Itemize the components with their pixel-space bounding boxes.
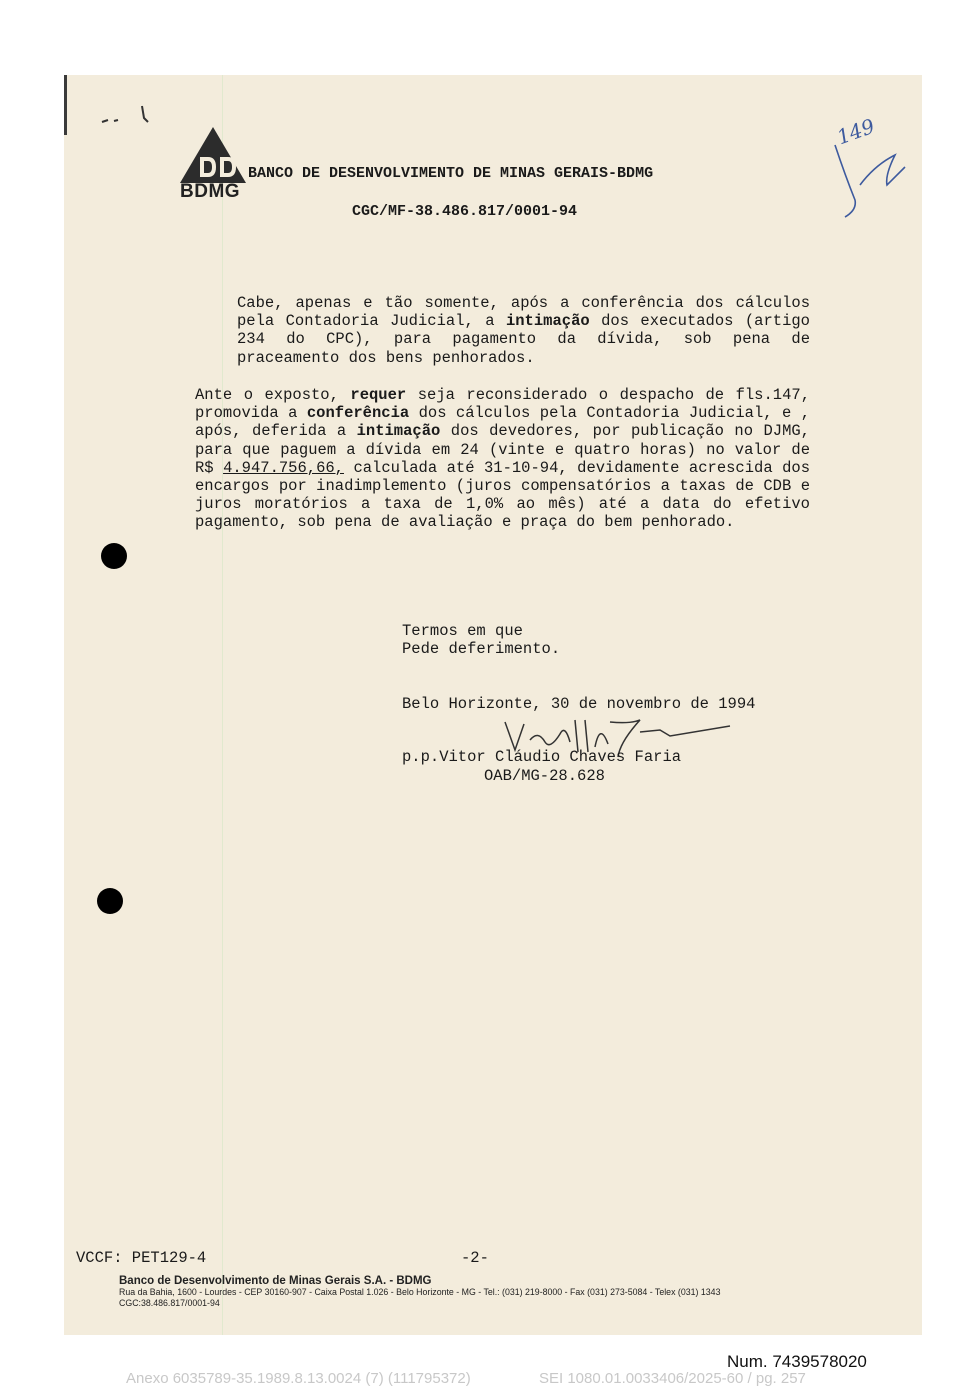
page-number: -2- [461, 1249, 489, 1267]
bank-name-heading: BANCO DE DESENVOLVIMENTO DE MINAS GERAIS-BDMG [248, 165, 654, 182]
fold-line [222, 75, 223, 1335]
p2-bold-conferencia: conferência [306, 404, 410, 423]
closing-line-2: Pede deferimento. [402, 640, 561, 658]
closing-line-1: Termos em que [402, 622, 523, 640]
punch-hole [101, 543, 127, 569]
annex-reference: Anexo 6035789-35.1989.8.13.0024 (7) (111795372) [126, 1370, 471, 1387]
p2-text-d: dos devedores, por publicação no DJMG, para que paguem a dívida em 24 (vinte e quatro horas) no valor de R$ [195, 422, 810, 477]
footer-cgc: CGC:38.486.817/0001-94 [119, 1298, 220, 1308]
paragraph-2 [195, 386, 810, 532]
letterhead-footer [119, 1275, 720, 1309]
p2-text-e: calculada até 31-10-94, devidamente acrescida dos encargos por inadimplemento (juros compensatórios a taxas de CDB e juros moratórios a taxa de 1,0% ao mês) até a data do efetivo pagamento, sob pena de avaliação e praça do bem penhorado. [195, 458, 810, 532]
paragraph-1 [237, 294, 810, 367]
punch-hole [97, 888, 123, 914]
cgc-number: CGC/MF-38.486.817/0001-94 [352, 203, 578, 220]
p1-text-b: dos executados (artigo 234 do CPC), para pagamento da dívida, sob pena de praceamento dos bens penhorados. [237, 312, 810, 367]
page-edge-shadow [64, 75, 67, 135]
place-date: Belo Horizonte, 30 de novembro de 1994 [402, 695, 756, 713]
handwritten-annotation [825, 105, 915, 225]
footer-bank-name: Banco de Desenvolvimento de Minas Gerais S.A. - BDMG [119, 1275, 432, 1287]
amount-underlined: 4.947.756,66, [223, 458, 344, 477]
oab-number: OAB/MG-28.628 [484, 767, 605, 785]
p2-text-a: Ante o exposto, [195, 386, 351, 404]
document-num-stamp: Num. 7439578020 [727, 1352, 867, 1371]
closing-block [402, 622, 560, 658]
p2-bold-intimacao: intimação [356, 422, 441, 441]
p2-bold-requer: requer [350, 386, 407, 404]
sei-reference: SEI 1080.01.0033406/2025-60 / pg. 257 [539, 1370, 806, 1387]
logo-text: BDMG [180, 181, 241, 202]
p2-text-b: seja reconsiderado o despacho de fls.147, promovida a [195, 386, 810, 423]
p1-bold-intimacao: intimação [505, 312, 590, 331]
p1-text-a: Cabe, apenas e tão somente, após a conferência dos cálculos pela Contadoria Judicial, a [237, 294, 810, 331]
footer-address: Rua da Bahia, 1600 - Lourdes - CEP 30160-907 - Caixa Postal 1.026 - Belo Horizonte - MG - Tel.: (031) 219-8000 - Fax (031) 273-5084 - Telex (031) 1343 [119, 1287, 721, 1297]
document-reference: VCCF: PET129-4 [76, 1249, 207, 1267]
margin-scribble [98, 98, 158, 128]
signer-name: p.p.Vitor Cláudio Chaves Faria [402, 748, 682, 766]
p2-text-c: dos cálculos pela Contadoria Judicial, e , após, deferida a [195, 404, 810, 441]
svg-text:149: 149 [833, 113, 878, 150]
